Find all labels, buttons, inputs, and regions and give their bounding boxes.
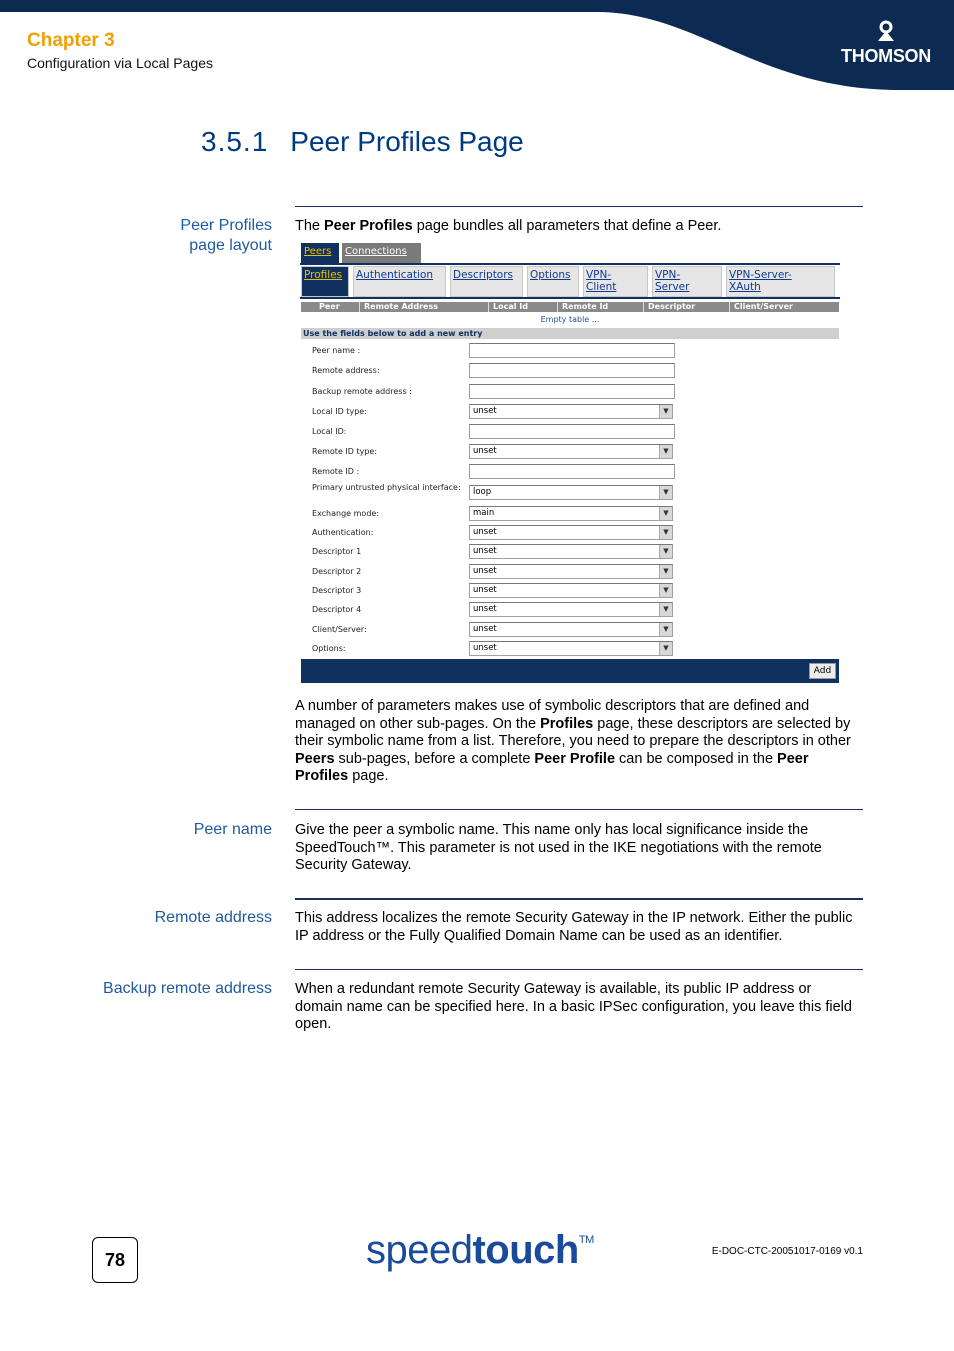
empty-table-text: Empty table ... [540, 315, 600, 324]
chevron-down-icon[interactable]: ▼ [659, 526, 672, 539]
subtab-underline [300, 297, 840, 299]
field-value: unset [473, 546, 497, 556]
field-input[interactable] [469, 464, 675, 479]
field-value: unset [473, 527, 497, 537]
descriptors-paragraph [295, 698, 861, 786]
side-label-layout [180, 216, 272, 256]
field-input[interactable] [469, 363, 675, 378]
header-band [0, 0, 954, 95]
field-input[interactable] [469, 343, 675, 358]
divider [295, 809, 863, 810]
add-button[interactable]: Add [809, 663, 836, 679]
field-value: unset [473, 566, 497, 576]
bold-run: Peer Profile [534, 750, 616, 767]
field-select[interactable] [469, 622, 673, 637]
side-label-remote-address: Remote address [154, 909, 272, 926]
logo-light-text: speed [366, 1228, 473, 1272]
tab-connections[interactable]: Connections [342, 243, 421, 263]
field-value: unset [473, 643, 497, 653]
chevron-down-icon[interactable]: ▼ [659, 405, 672, 418]
field-select[interactable] [469, 602, 673, 617]
field-label: Client/Server: [312, 625, 367, 634]
remote-address-text: This address localizes the remote Security Gateway in the IP network. Either the public IP address or the Fully Qualified Domain Name can be used as an identifier. [295, 910, 853, 944]
divider [295, 898, 863, 900]
field-label: Options: [312, 644, 346, 653]
peer-profiles-screenshot [300, 243, 840, 686]
field-input[interactable] [469, 384, 675, 399]
side-label-peer-name: Peer name [193, 821, 272, 838]
field-value: unset [473, 585, 497, 595]
chevron-down-icon[interactable]: ▼ [659, 642, 672, 655]
subtab-profiles[interactable]: Profiles [301, 266, 349, 297]
section-title [201, 126, 524, 158]
form-footer-bar [301, 659, 839, 683]
chevron-down-icon[interactable]: ▼ [659, 507, 672, 520]
column-header: Descriptor [643, 302, 695, 312]
field-label: Remote address: [312, 366, 380, 375]
column-header: Peer [319, 302, 340, 311]
document-reference: E-DOC-CTC-20051017-0169 v0.1 [711, 1246, 863, 1257]
chapter-subtitle: Configuration via Local Pages [27, 55, 214, 71]
field-label: Primary untrusted physical interface: [312, 483, 461, 492]
bold-run: Peer Profiles [324, 218, 413, 234]
field-select[interactable] [469, 525, 673, 540]
chevron-down-icon[interactable]: ▼ [659, 545, 672, 558]
chapter-label: Chapter 3 [27, 30, 115, 51]
field-select[interactable] [469, 583, 673, 598]
divider [295, 206, 863, 207]
field-label: Descriptor 2 [312, 567, 362, 576]
logo-tm: TM [578, 1234, 594, 1246]
field-value: unset [473, 406, 497, 416]
chevron-down-icon[interactable]: ▼ [659, 584, 672, 597]
thomson-logo [832, 20, 940, 67]
chevron-down-icon[interactable]: ▼ [659, 445, 672, 458]
table-header [301, 302, 839, 312]
field-label: Local ID type: [312, 407, 367, 416]
chevron-down-icon[interactable]: ▼ [659, 565, 672, 578]
bold-run: Peer Profiles [295, 750, 809, 784]
divider [295, 969, 863, 970]
field-label: Remote ID type: [312, 447, 378, 456]
subtab-vpn-server-xauth[interactable]: VPN-Server- XAuth [726, 266, 835, 297]
field-select[interactable] [469, 641, 673, 656]
field-value: main [473, 508, 495, 518]
field-value: unset [473, 446, 497, 456]
field-select[interactable] [469, 404, 673, 419]
field-label: Backup remote address : [312, 387, 412, 396]
chevron-down-icon[interactable]: ▼ [659, 623, 672, 636]
field-value: unset [473, 604, 497, 614]
backup-remote-address-text: When a redundant remote Security Gateway is available, its public IP address or domain name can be specified here. In a basic IPSec configuration, you leave this field open. [295, 981, 852, 1032]
text-run: The [295, 218, 325, 234]
thomson-emblem-icon [875, 20, 897, 42]
field-label: Descriptor 1 [312, 547, 362, 556]
layout-intro [295, 218, 861, 236]
subtab-authentication[interactable]: Authentication [353, 266, 446, 297]
column-header: Client/Server [729, 302, 793, 312]
speedtouch-logo [366, 1228, 594, 1273]
text-run: A number of parameters makes use of symbolic descriptors that are defined and managed on other sub-pages. On the [295, 698, 810, 732]
tab-underline [300, 263, 840, 265]
bold-run: Peers [295, 750, 335, 767]
side-label-backup-remote-address: Backup remote address [103, 980, 272, 997]
field-label: Local ID: [312, 427, 347, 436]
field-label: Descriptor 4 [312, 605, 362, 614]
peer-name-text: Give the peer a symbolic name. This name only has local significance inside the SpeedTouch™. This parameter is not used in the IKE negotiations with the remote Security Gateway. [295, 822, 822, 873]
field-select[interactable] [469, 564, 673, 579]
brand-name: THOMSON [841, 46, 931, 66]
column-header: Remote Id [557, 302, 608, 312]
text-run: sub-pages, before a complete [334, 750, 535, 767]
text-run: page. [348, 768, 389, 784]
add-entry-bar: Use the fields below to add a new entry [301, 328, 839, 339]
section-title-text: Peer Profiles Page [290, 126, 524, 157]
subtab-vpn-client[interactable]: VPN- Client [583, 266, 648, 297]
field-label: Exchange mode: [312, 509, 380, 518]
chevron-down-icon[interactable]: ▼ [659, 486, 672, 499]
subtab-descriptors[interactable]: Descriptors [450, 266, 523, 297]
field-label: Remote ID : [312, 467, 360, 476]
field-label: Descriptor 3 [312, 586, 362, 595]
field-value: loop [473, 487, 492, 497]
chevron-down-icon[interactable]: ▼ [659, 603, 672, 616]
subtab-options[interactable]: Options [527, 266, 579, 297]
column-header: Local Id [488, 302, 528, 312]
subtab-vpn-server[interactable]: VPN- Server [652, 266, 722, 297]
field-label: Authentication: [312, 528, 374, 537]
page-number: 78 [92, 1237, 138, 1283]
text-run: page, these descriptors are selected by their symbolic name from a list. Therefore, you need to prepare the descriptors in other [295, 715, 851, 749]
field-select[interactable] [469, 544, 673, 559]
text-run: page bundles all parameters that define a Peer. [412, 218, 722, 234]
side-label-line: page layout [189, 237, 272, 254]
field-select[interactable] [469, 506, 673, 521]
section-number: 3.5.1 [201, 126, 269, 157]
field-label: Peer name : [312, 346, 361, 355]
field-value: unset [473, 624, 497, 634]
field-select[interactable] [469, 485, 673, 500]
field-select[interactable] [469, 444, 673, 459]
bold-run: Profiles [540, 715, 594, 732]
field-input[interactable] [469, 424, 675, 439]
text-run: can be composed in the [615, 750, 778, 767]
logo-bold-text: touch [472, 1228, 579, 1272]
side-label-line: Peer Profiles [180, 217, 272, 234]
tab-peers[interactable]: Peers [301, 243, 339, 263]
column-header: Remote Address [359, 302, 438, 312]
